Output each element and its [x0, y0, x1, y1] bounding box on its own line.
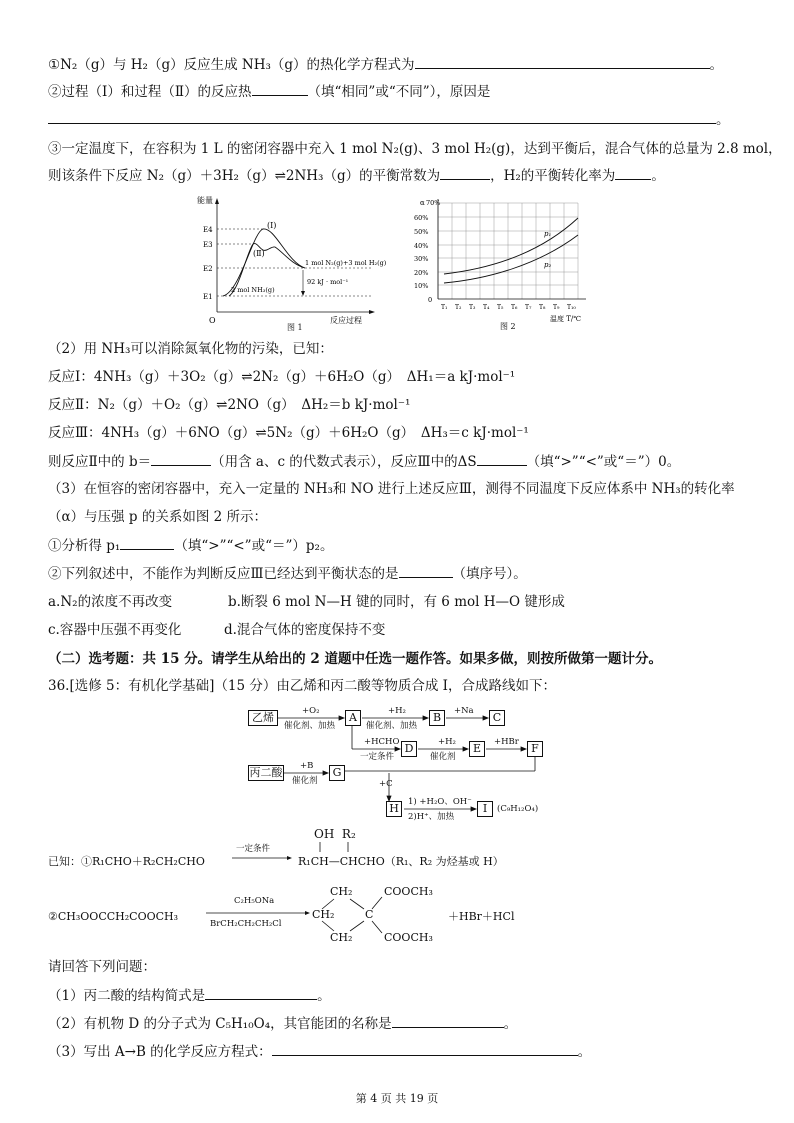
fig2-ytick-60: 60%	[414, 214, 429, 222]
p3-line-d	[48, 564, 527, 583]
fig1-caption: 图 1	[287, 323, 303, 332]
fig1-product: 2 mol NH₃(g)	[231, 286, 275, 294]
answer-2-text: （2）有机物 D 的分子式为 C₅H₁₀O₄，其官能团的名称是	[48, 1016, 392, 1032]
answer-2-line: （2）有机物 D 的分子式为 C₅H₁₀O₄，其官能团的名称是 。	[48, 1016, 518, 1032]
fig1-xlabel: 反应过程	[330, 316, 362, 325]
fig2-xtick-4: T₄	[483, 304, 490, 311]
option-b: b.断裂 6 mol N—H 键的同时，有 6 mol H—O 键形成	[228, 594, 565, 610]
known2-arrow	[206, 909, 310, 917]
node-B: B	[429, 710, 445, 726]
fig2-label-p2: p₂	[544, 261, 552, 269]
b-text-2: （用含 a、c 的代数式表示），反应Ⅲ中的ΔS	[211, 454, 477, 470]
question-36: 36.[选修 5：有机化学基础]（15 分）由乙烯和丙二酸等物质合成 I，合成路线如下：	[48, 678, 556, 694]
fig2-xtick-10: T₁₀	[567, 304, 576, 311]
known1-reactants: 已知：①R₁CHO＋R₂CH₂CHO	[48, 855, 205, 868]
fig1-level-e2: E2	[203, 265, 213, 273]
answer-2-blank[interactable]	[392, 1014, 504, 1028]
node-G: G	[329, 765, 345, 781]
fig2-yaxis: α	[420, 199, 425, 207]
synthesis-route	[244, 703, 556, 823]
edge-D-E-bottom: 催化剂	[430, 752, 456, 762]
p1p2-blank[interactable]	[120, 536, 174, 550]
fig2-ytick-20: 20%	[414, 269, 429, 277]
edge-A-B-bottom: 催化剂、加热	[366, 721, 418, 731]
section-header: （二）选考题：共 15 分。请学生从给出的 2 道题中任选一题作答。如果多做，则按所做第一题计分。	[48, 651, 662, 667]
edge-malonic-G-bottom: 催化剂	[292, 776, 318, 786]
fig1-level-e3: E3	[203, 241, 213, 249]
known2-cond-2: BrCH₂CH₂CH₂Cl	[210, 919, 282, 929]
known1-arrow	[232, 854, 292, 862]
b-question-line	[48, 452, 680, 471]
answer-3-text: （3）写出 A→B 的化学反应方程式：	[48, 1044, 272, 1060]
fig2-xtick-8: T₈	[539, 304, 546, 311]
figure-2-svg	[408, 195, 598, 335]
edge-A-B-top: +H₂	[388, 706, 406, 716]
fig2-xlabel: 温度 T/℃	[550, 315, 582, 323]
known2-product-structure	[312, 883, 442, 947]
page-footer: 第 4 页 共 19 页	[355, 1092, 439, 1105]
q2-text-b: （填“相同”或“不同”），原因是	[307, 84, 491, 100]
fig1-curve-1-label: (Ⅰ)	[267, 221, 277, 230]
node-ethylene: 乙烯	[248, 710, 278, 726]
edge-H-I-bottom: 2)H⁺、加热	[408, 812, 455, 822]
known2-reactant: ②CH₃OOCCH₂COOCH₃	[48, 910, 179, 923]
ds-blank[interactable]	[477, 452, 527, 466]
edge-malonic-G-top: +B	[300, 761, 314, 771]
answer-3-blank[interactable]	[272, 1042, 578, 1056]
equilibrium-blank[interactable]	[399, 564, 453, 578]
p3-line-b: （α）与压强 p 的关系如图 2 所示：	[48, 509, 268, 525]
ask-line: 请回答下列问题：	[48, 959, 156, 975]
node-F: F	[527, 741, 543, 757]
q3-line-a: ③一定温度下，在容积为 1 L 的密闭容器中充入 1 mol N₂(g)、3 mol H₂(g)，达到平衡后，混合气体的总量为 2.8 mol，	[48, 141, 782, 157]
known1-oh-r2: OH R₂	[314, 827, 356, 841]
option-a: a.N₂的浓度不再改变	[48, 594, 173, 610]
answer-1-blank[interactable]	[205, 986, 317, 1000]
edge-G-H: +C	[379, 779, 393, 789]
q2-answer-line: 。	[48, 110, 730, 129]
ring-ch2-left: CH₂	[312, 908, 335, 921]
edge-D-E-top: +H₂	[438, 737, 456, 747]
node-C: C	[489, 710, 505, 726]
edge-A-D-top: +HCHO	[364, 737, 400, 747]
fig2-xtick-1: T₁	[441, 304, 448, 311]
fig1-delta: 92 kJ · mol⁻¹	[307, 278, 349, 286]
fig2-xtick-5: T₅	[497, 304, 504, 311]
node-H: H	[386, 801, 402, 817]
fig2-ytick-50: 50%	[414, 228, 429, 236]
q1-text: ①N₂（g）与 H₂（g）反应生成 NH₃（g）的热化学方程式为	[48, 57, 415, 73]
fig2-label-p1: p₁	[544, 230, 552, 238]
q3-blank-1[interactable]	[440, 166, 490, 180]
ring-ch2-bottom: CH₂	[330, 931, 353, 944]
node-I-formula: (C₉H₁₂O₄)	[497, 804, 539, 814]
known2-cond-1: C₂H₅ONa	[234, 896, 275, 906]
q3-line-b: 则该条件下反应 N₂（g）＋3H₂（g）⇌2NH₃（g）的平衡常数为 ，H₂的平衡转化率为 。	[48, 168, 665, 184]
edge-E-F-top: +HBr	[494, 737, 519, 747]
b-blank[interactable]	[151, 452, 211, 466]
b-text-1: 则反应Ⅱ中的 b＝	[48, 454, 152, 470]
p3-line-c	[48, 536, 333, 555]
q1-line: ①N₂（g）与 H₂（g）反应生成 NH₃（g）的热化学方程式为 。	[48, 57, 724, 73]
fig1-reactants: 1 mol N₂(g)+3 mol H₂(g)	[305, 259, 387, 267]
edge-A-D-bottom: 一定条件	[360, 752, 395, 762]
node-malonic-acid: 丙二酸	[249, 766, 283, 779]
fig2-ytick-40: 40%	[414, 242, 429, 250]
reaction-2: 反应Ⅱ：N₂（g）＋O₂（g）⇌2NO（g） ΔH₂＝b kJ·mol⁻¹	[48, 397, 411, 413]
answer-1-line: （1）丙二酸的结构简式是 。	[48, 988, 331, 1004]
q2-blank-1[interactable]	[252, 82, 308, 96]
fig1-curve-2-label: (Ⅱ)	[253, 249, 265, 258]
node-D: D	[401, 741, 417, 757]
fig2-caption: 图 2	[500, 322, 516, 331]
edge-eth-A-bottom: 催化剂、加热	[284, 721, 336, 731]
p3-text-d1: ②下列叙述中，不能作为判断反应Ⅲ已经达到平衡状态的是	[48, 566, 399, 582]
fig2-xtick-6: T₆	[511, 304, 518, 311]
ester-top: COOCH₃	[384, 885, 433, 898]
fig1-level-e1: E1	[203, 293, 213, 301]
node-A: A	[345, 710, 361, 726]
q2-line	[48, 82, 490, 101]
ring-quaternary-c: C	[365, 908, 374, 921]
reaction-1: 反应Ⅰ：4NH₃（g）＋3O₂（g）⇌2N₂（g）＋6H₂O（g） ΔH₁＝a kJ·mol⁻¹	[48, 369, 516, 385]
q2-blank-2[interactable]	[48, 110, 716, 124]
figure-1	[195, 192, 387, 332]
answer-3-line: （3）写出 A→B 的化学反应方程式： 。	[48, 1044, 592, 1060]
fig1-ylabel: 能量	[197, 196, 213, 205]
fig2-ytick-70: 70%	[426, 199, 441, 207]
p2-intro: （2）用 NH₃可以消除氮氧化物的污染，已知：	[48, 341, 333, 357]
reaction-3: 反应Ⅲ：4NH₃（g）＋6NO（g）⇌5N₂（g）＋6H₂O（g） ΔH₃＝c kJ·mol⁻¹	[48, 425, 529, 441]
p3-line-a: （3）在恒容的密闭容器中，充入一定量的 NH₃和 NO 进行上述反应Ⅲ，测得不同温度下反应体系中 NH₃的转化率	[48, 481, 735, 497]
q3-text-c: ，H₂的平衡转化率为	[490, 168, 616, 184]
option-c: c.容器中压强不再变化	[48, 622, 182, 638]
fig2-xtick-7: T₇	[525, 304, 532, 311]
q3-blank-2[interactable]	[615, 166, 651, 180]
fig2-series-p1	[444, 218, 578, 274]
figure-1-svg	[195, 192, 387, 332]
p3-text-d2: （填序号）。	[452, 566, 527, 582]
node-E: E	[469, 741, 485, 757]
edge-B-C-top: +Na	[454, 706, 474, 716]
fig2-xtick-9: T₉	[553, 304, 560, 311]
answer-1-text: （1）丙二酸的结构简式是	[48, 988, 206, 1004]
known2-byproducts: ＋HBr＋HCl	[448, 910, 515, 923]
option-d: d.混合气体的密度保持不变	[224, 622, 386, 638]
figure-2	[408, 195, 598, 335]
fig2-xtick-3: T₃	[469, 304, 476, 311]
ring-ch2-top: CH₂	[330, 885, 353, 898]
p3-text-c1: ①分析得 p₁	[48, 538, 121, 554]
fig1-origin: O	[209, 316, 216, 325]
edge-H-I-top: 1) +H₂O、OH⁻	[408, 797, 472, 807]
q3-text-b: 则该条件下反应 N₂（g）＋3H₂（g）⇌2NH₃（g）的平衡常数为	[48, 168, 441, 184]
fig2-ytick-10: 10%	[414, 282, 429, 290]
known1-product: R₁CH—CHCHO（R₁、R₂ 为烃基或 H）	[298, 855, 504, 868]
q1-blank[interactable]	[415, 55, 710, 69]
fig2-ytick-30: 30%	[414, 255, 429, 263]
edge-eth-A-top: +O₂	[302, 706, 320, 716]
node-I: I	[477, 801, 493, 817]
ester-bottom: COOCH₃	[384, 931, 433, 944]
p3-text-c2: （填“>”“<”或“＝”）p₂。	[174, 538, 334, 554]
fig2-ytick-0: 0	[428, 296, 433, 304]
fig1-level-e4: E4	[203, 226, 213, 234]
fig2-xtick-2: T₂	[455, 304, 462, 311]
known1-condition: 一定条件	[236, 844, 271, 854]
b-text-3: （填“>”“<”或“＝”）0。	[526, 454, 681, 470]
q2-text-a: ②过程（Ⅰ）和过程（Ⅱ）的反应热	[48, 84, 252, 100]
